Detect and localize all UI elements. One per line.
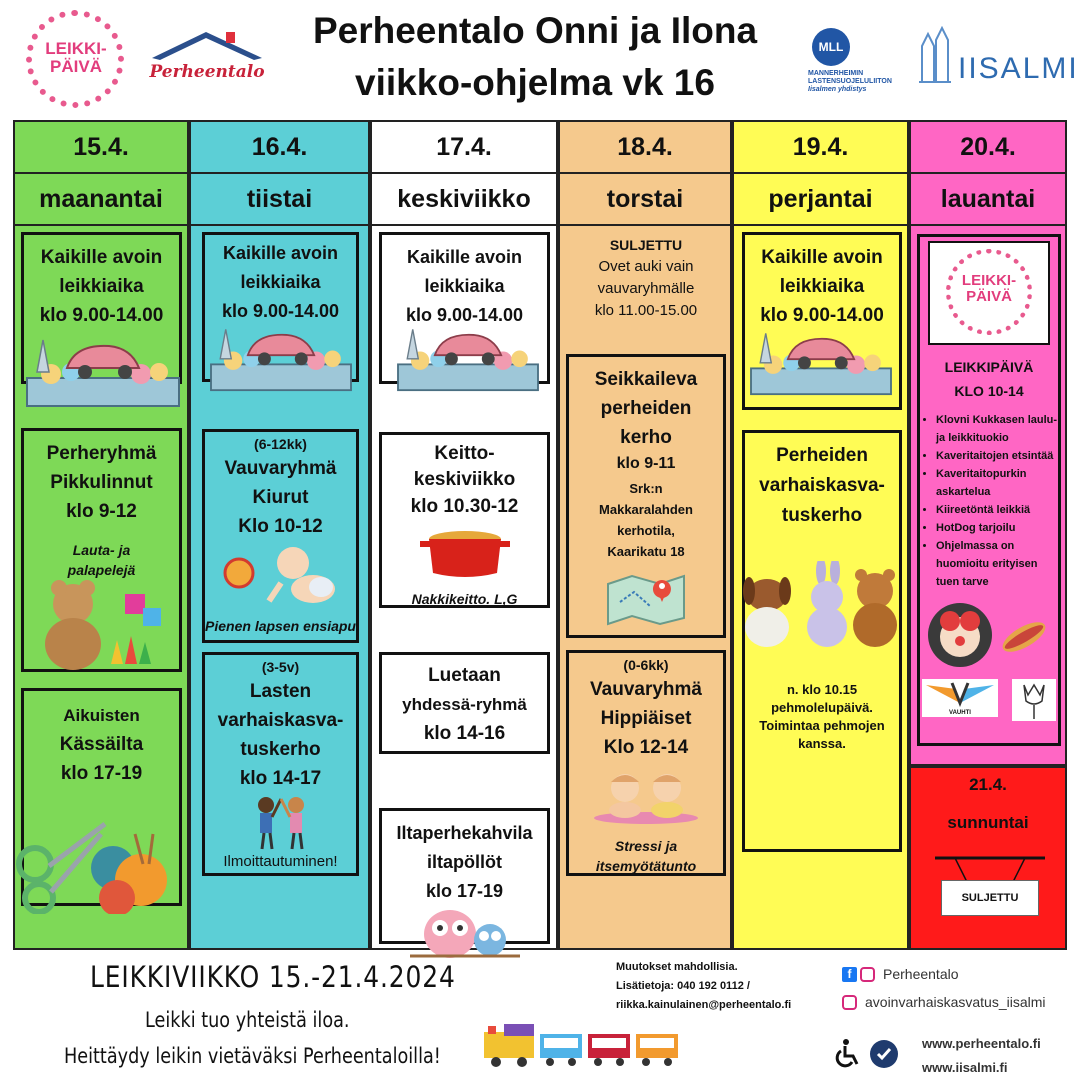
info-phone: Lisätietoja: 040 192 0112 / — [616, 980, 750, 992]
clown-hotdog-icon — [924, 601, 1054, 671]
toy-box-icon-fri — [746, 326, 896, 396]
tue-baby-note: Pienen lapsen ensiapu — [205, 618, 356, 634]
sat-title-line2: KLO 10-14 — [954, 383, 1024, 399]
mll-logo — [808, 28, 900, 106]
mon-group-line3: klo 9-12 — [66, 501, 137, 522]
wed-read-line2: yhdessä-ryhmä — [402, 695, 527, 714]
mll-text-3: Iisalmen yhdistys — [808, 86, 867, 93]
teddy-board-game-icon — [29, 574, 179, 674]
contact-info — [616, 958, 791, 1015]
thu-adv-line1: Seikkaileva — [594, 369, 698, 390]
social-facebook-instagram[interactable] — [842, 964, 959, 984]
leikki-logo-text-2: PÄIVÄ — [50, 57, 102, 76]
social-perheentalo: Perheentalo — [883, 966, 959, 982]
train-icon — [482, 1022, 692, 1068]
thu-closed-title: SULJETTU — [609, 237, 683, 253]
thu-adv-place3: kerhotila, — [617, 523, 675, 538]
sat-logo-text-1: LEIKKI- — [961, 272, 1017, 289]
mll-text-2: LASTENSUOJELULIITON — [808, 78, 892, 85]
thu-baby-line3: Klo 12-14 — [603, 737, 689, 758]
vauhti-wings-icon — [922, 679, 998, 707]
date-saturday: 20.4. — [911, 122, 1065, 174]
column-wednesday — [370, 120, 558, 950]
tue-kids-note: Ilmoittautuminen! — [223, 853, 338, 870]
week-title: LEIKKIVIIKKO 15.-21.4.2024 — [90, 960, 456, 994]
toy-box-icon — [23, 332, 183, 408]
tue-baby-group-box — [202, 429, 359, 643]
sat-activity-list — [920, 411, 1058, 591]
sat-play-day-box — [917, 234, 1061, 746]
column-tuesday — [189, 120, 370, 950]
map-pin-icon — [604, 572, 688, 626]
wed-cafe-line1: Iltaperhekahvila — [396, 823, 533, 843]
wed-soup-line1: Keitto- — [434, 443, 495, 464]
thu-closed-line3: klo 11.00-15.00 — [594, 302, 698, 319]
tue-kids-age: (3-5v) — [261, 659, 300, 675]
vauhti-text: VAUHTI — [949, 710, 971, 716]
tue-open-line1: Kaikille avoin — [222, 243, 339, 263]
facebook-icon: f — [842, 967, 857, 982]
toy-box-icon-wed — [394, 322, 542, 392]
tue-baby-line3: Klo 10-12 — [238, 516, 323, 537]
wed-soup-line3: klo 10.30-12 — [410, 496, 519, 517]
date-sunday: 21.4. — [969, 775, 1007, 794]
sat-activity-item: • Ohjelmassa on huomioitu erityisen tuen tarve — [936, 537, 1058, 591]
babies-icon — [591, 766, 701, 826]
slogan-line2: Heittäydy leikin vietäväksi Perheentaloilla! — [64, 1044, 441, 1068]
fri-open-line3: klo 9.00-14.00 — [760, 305, 884, 326]
column-sunday — [909, 766, 1067, 950]
thu-adv-line2: perheiden — [600, 398, 692, 419]
tue-baby-line1: Vauvaryhmä — [224, 458, 337, 479]
mon-group-line2: Pikkulinnut — [50, 472, 153, 493]
wed-cafe-line3: klo 17-19 — [425, 881, 504, 901]
wed-soup-line2: keskiviikko — [413, 469, 516, 490]
date-thursday: 18.4. — [560, 122, 730, 174]
accessibility-icon — [832, 1038, 862, 1068]
mon-adult-line1: Aikuisten — [63, 706, 140, 725]
wed-reading-box — [379, 652, 550, 754]
verified-badge-icon — [870, 1040, 898, 1068]
day-saturday: lauantai — [911, 174, 1065, 226]
thu-baby-line2: Hippiäiset — [600, 708, 692, 729]
wed-read-line3: klo 14-16 — [423, 723, 506, 744]
wed-cafe-line2: iltapöllöt — [427, 852, 502, 872]
tulip-icon — [1012, 679, 1056, 721]
thu-baby-group-box — [566, 650, 726, 876]
mon-open-line2: leikkiaika — [59, 276, 144, 297]
wed-open-line1: Kaikille avoin — [406, 247, 523, 267]
thu-adv-line3: kerho — [620, 427, 672, 448]
day-monday: maanantai — [15, 174, 187, 226]
social-instagram[interactable] — [842, 992, 1046, 1012]
iisalmi-crest-icon — [916, 26, 954, 84]
column-thursday — [558, 120, 732, 950]
page-title-line2: viikko-ohjelma vk 16 — [355, 62, 715, 103]
mon-open-line3: klo 9.00-14.00 — [39, 305, 164, 326]
tue-kids-line1: Lasten — [249, 681, 312, 702]
wed-soup-note: Nakkikeitto. L,G — [411, 591, 518, 607]
sat-activity-item: • Kaveritaitopurkin askartelua — [936, 465, 1058, 501]
page-title-line1: Perheentalo Onni ja Ilona — [312, 10, 758, 51]
scissors-yarn-icon — [5, 794, 175, 914]
instagram-icon — [860, 967, 875, 982]
tue-open-line2: leikkiaika — [240, 272, 321, 292]
thu-adv-place4: Kaarikatu 18 — [607, 544, 685, 559]
mll-text-1: MANNERHEIMIN — [808, 70, 864, 77]
date-tuesday: 16.4. — [191, 122, 368, 174]
thu-adv-place2: Makkaralahden — [599, 502, 693, 517]
leikkipaiva-logo — [22, 10, 130, 108]
wed-open-line3: klo 9.00-14.00 — [405, 305, 524, 325]
sat-activity-item: • HotDog tarjoilu — [936, 519, 1058, 537]
thu-baby-note: Stressi ja itsemyötätunto — [595, 838, 697, 874]
iisalmi-logo — [916, 26, 1079, 88]
tue-kids-line4: klo 14-17 — [239, 768, 322, 789]
thu-adv-place1: Srk:n — [629, 481, 663, 496]
day-tuesday: tiistai — [191, 174, 368, 226]
column-saturday — [909, 120, 1067, 766]
thu-closed-line2: vauvaryhmälle — [597, 280, 695, 297]
thu-baby-age: (0-6kk) — [623, 657, 669, 673]
slogan-line1: Leikki tuo yhteistä iloa. — [145, 1008, 350, 1032]
perheentalo-logo — [148, 28, 266, 88]
iisalmi-logo-text: IISALMI — [958, 52, 1079, 85]
tue-kids-line2: varhaiskasva- — [217, 710, 344, 731]
owls-icon — [410, 900, 520, 960]
thu-closed-line1: Ovet auki vain — [598, 258, 694, 275]
instagram-icon — [842, 995, 857, 1010]
sat-activity-item: • Klovni Kukkasen laulu-ja leikkituokio — [936, 411, 1058, 447]
fri-family-club-box — [742, 430, 902, 852]
date-wednesday: 17.4. — [372, 122, 556, 174]
mon-adult-line2: Kässäilta — [59, 734, 144, 755]
fri-open-line2: leikkiaika — [779, 276, 865, 297]
wed-read-line1: Luetaan — [428, 665, 501, 686]
fri-open-line1: Kaikille avoin — [761, 247, 883, 268]
mon-open-line1: Kaikille avoin — [40, 247, 163, 268]
day-sunday: sunnuntai — [947, 813, 1029, 832]
kids-high-five-icon — [246, 795, 316, 851]
wed-soup-box — [379, 432, 550, 608]
fri-club-note: n. klo 10.15 pehmolelupäivä. Toimintaa pehmojen kanssa. — [759, 682, 885, 751]
perheentalo-logo-text: Perheentalo — [149, 62, 265, 82]
tue-baby-age: (6-12kk) — [254, 436, 307, 452]
thu-adv-line4: klo 9-11 — [616, 455, 676, 472]
social-avoinvarhaiskasvatus: avoinvarhaiskasvatus_iisalmi — [865, 994, 1046, 1010]
crawling-baby-icon — [221, 543, 341, 613]
date-monday: 15.4. — [15, 122, 187, 174]
mon-group-note: Lauta- ja palapelejä — [67, 542, 136, 578]
info-changes: Muutokset mahdollisia. — [616, 961, 738, 973]
vauhti-logo — [922, 679, 998, 717]
sat-logo-text-2: PÄIVÄ — [966, 288, 1012, 305]
website-links — [922, 1032, 1041, 1080]
day-wednesday: keskiviikko — [372, 174, 556, 226]
toy-box-icon-tue — [207, 322, 355, 392]
mon-adult-line3: klo 17-19 — [60, 763, 143, 784]
sat-leikki-logo — [928, 241, 1050, 345]
sat-title-line1: LEIKKIPÄIVÄ — [944, 359, 1034, 375]
sunday-closed-sign: SULJETTU — [941, 880, 1039, 916]
column-monday — [13, 120, 189, 950]
tue-baby-line2: Kiurut — [252, 487, 309, 508]
info-email[interactable]: riikka.kainulainen@perheentalo.fi — [616, 999, 792, 1011]
mon-group-line1: Perheryhmä — [46, 443, 157, 464]
mll-badge-icon: MLL — [812, 28, 850, 66]
thu-closed-notice — [560, 234, 732, 322]
day-thursday: torstai — [560, 174, 730, 226]
sat-activity-item: • Kiireetöntä leikkiä — [936, 501, 1058, 519]
fri-club-line2: varhaiskasva- — [759, 475, 885, 496]
soup-pot-icon — [420, 527, 510, 581]
leikki-logo-text-1: LEIKKI- — [45, 39, 107, 58]
tue-kids-line3: tuskerho — [240, 739, 321, 760]
website-iisalmi[interactable]: www.iisalmi.fi — [922, 1060, 1008, 1075]
fri-club-line1: Perheiden — [776, 445, 868, 466]
day-friday: perjantai — [734, 174, 907, 226]
date-friday: 19.4. — [734, 122, 907, 174]
thu-baby-line1: Vauvaryhmä — [590, 679, 702, 700]
column-friday — [732, 120, 909, 950]
plush-toys-icon — [739, 561, 905, 651]
thu-adventure-club-box — [566, 354, 726, 638]
wed-open-line2: leikkiaika — [424, 276, 505, 296]
sat-activity-item: • Kaveritaitojen etsintää — [936, 447, 1058, 465]
tue-open-line3: klo 9.00-14.00 — [221, 301, 340, 321]
website-perheentalo[interactable]: www.perheentalo.fi — [922, 1036, 1041, 1051]
tulip-logo — [1012, 679, 1056, 721]
fri-club-line3: tuskerho — [781, 505, 863, 526]
tue-kids-club-box — [202, 652, 359, 876]
